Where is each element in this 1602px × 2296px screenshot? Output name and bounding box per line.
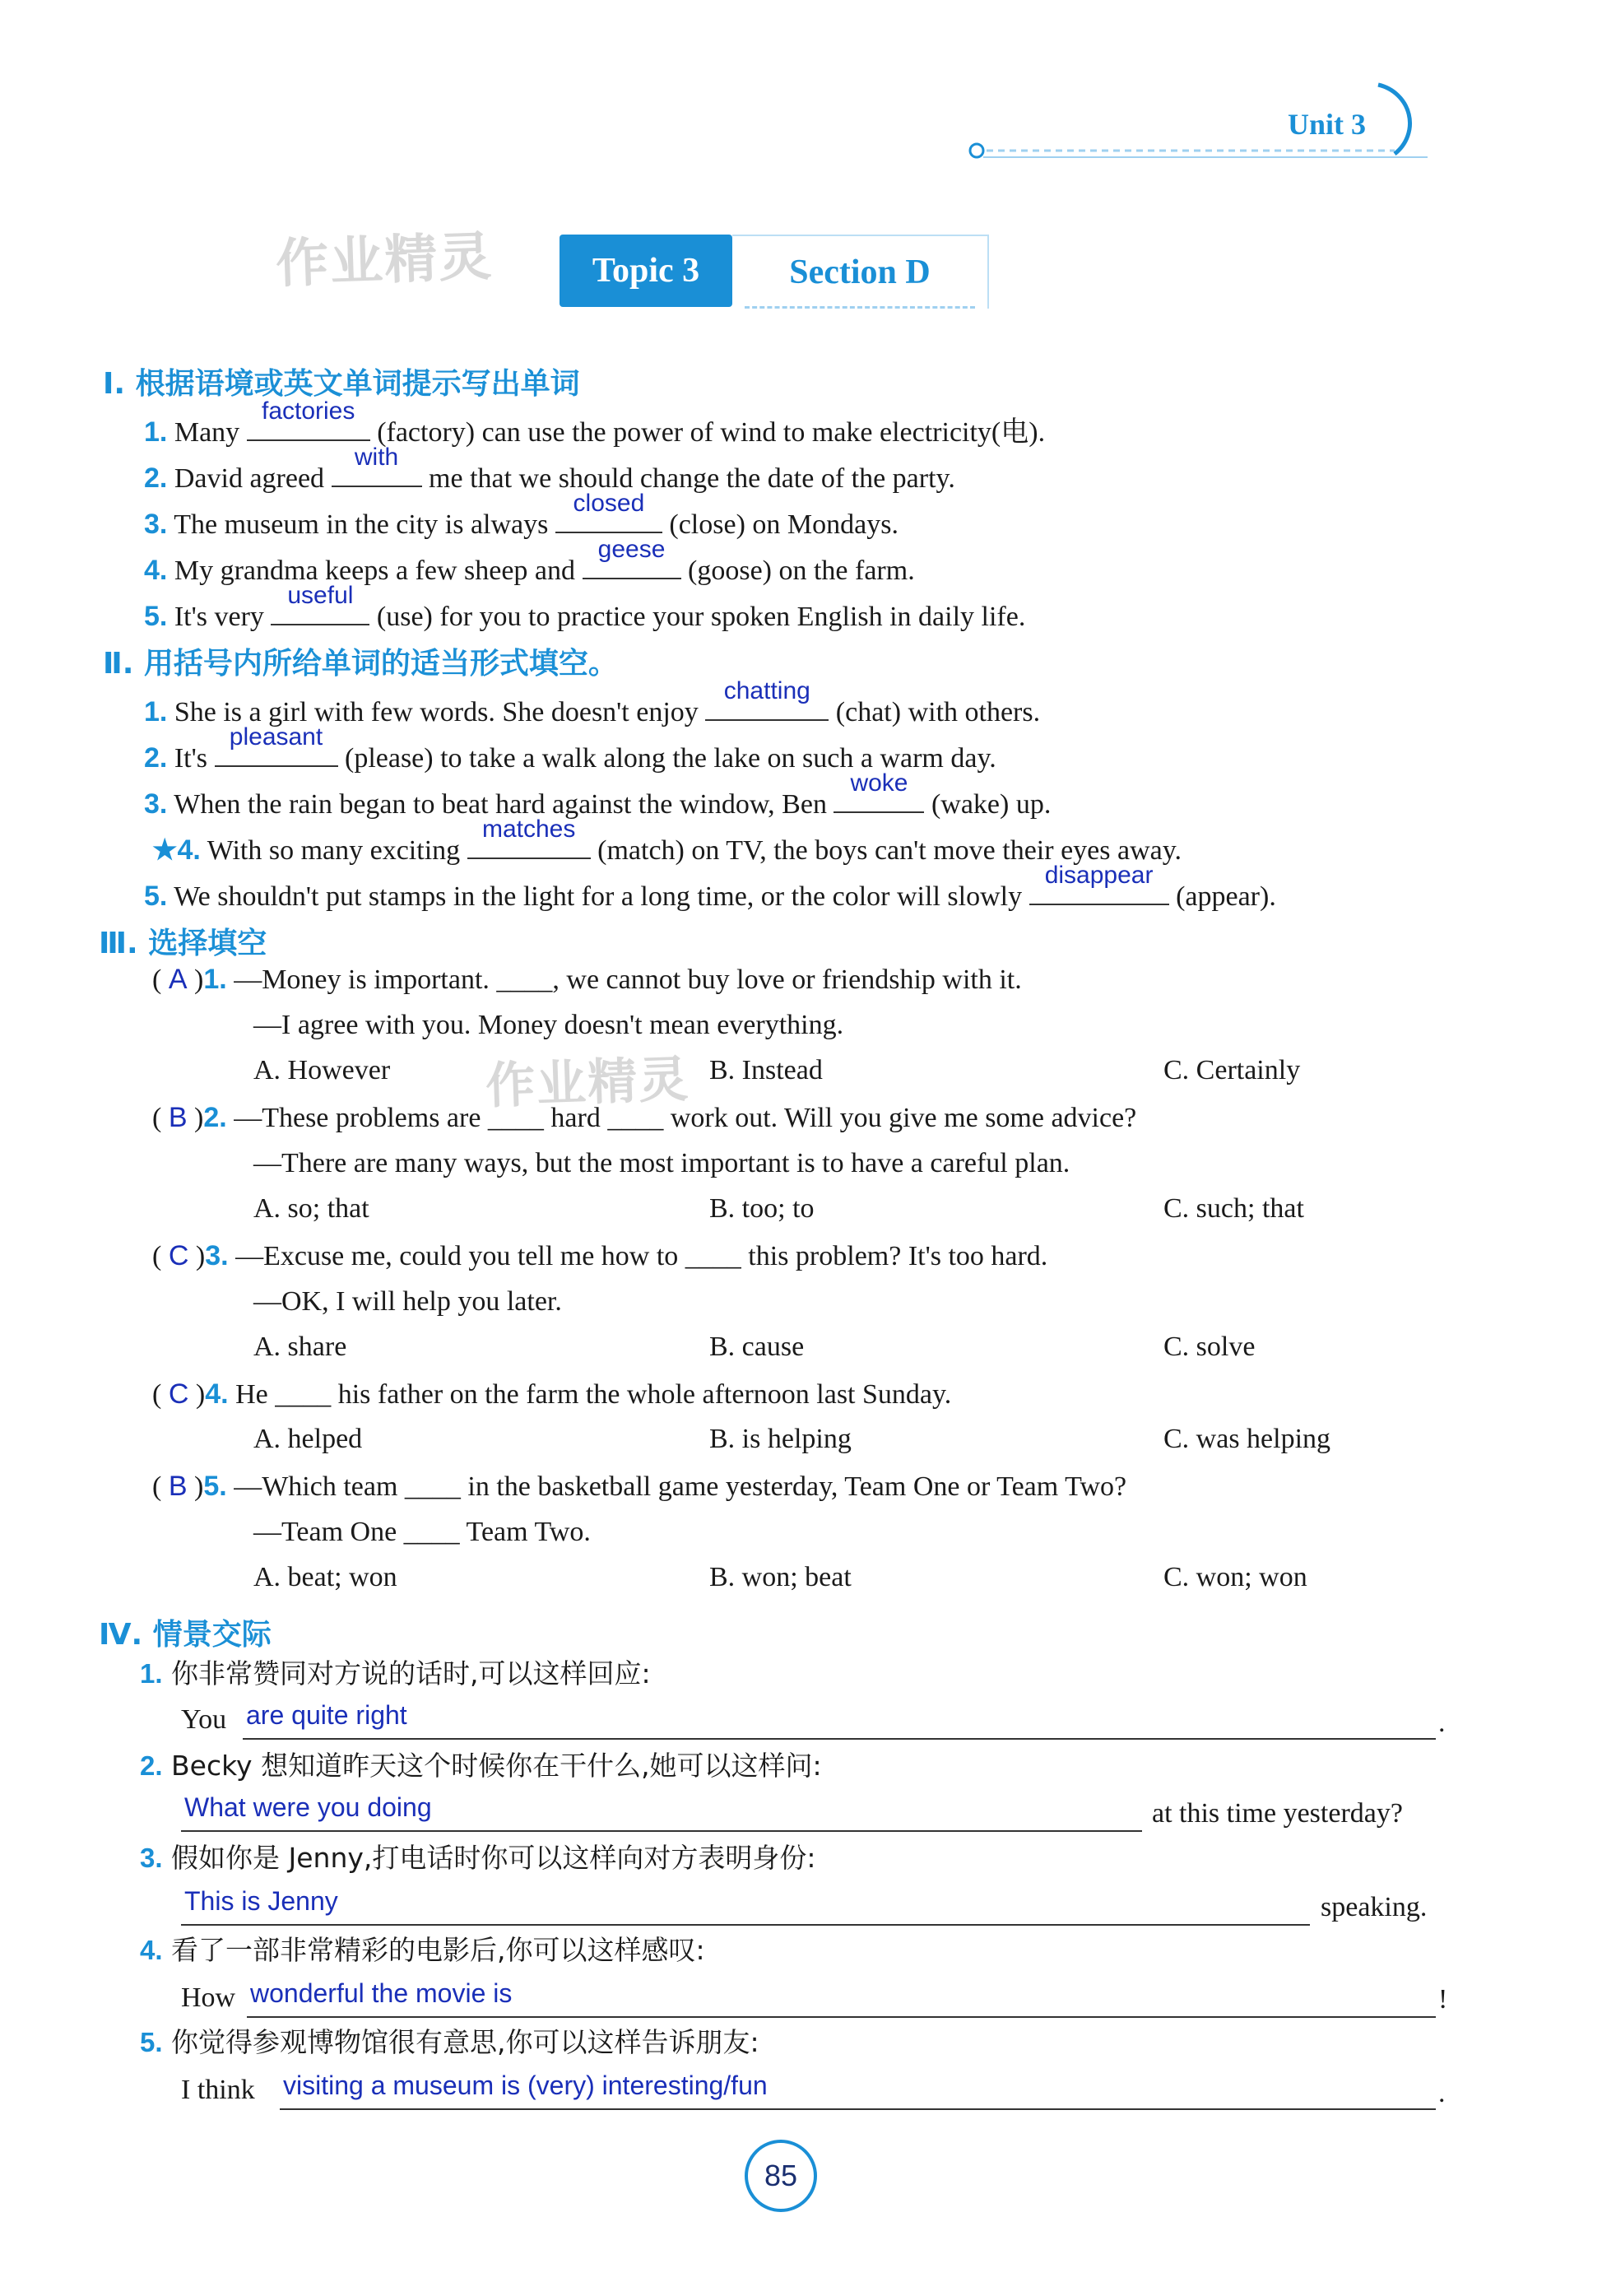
option-a[interactable]: A. helped [253, 1424, 363, 1454]
option-a[interactable]: A. However [253, 1055, 391, 1085]
dialogue-tail-1: . [1438, 1708, 1446, 1738]
prompt-text: 假如你是 Jenny,打电话时你可以这样向对方表明身份: [171, 1842, 816, 1874]
item-number: 5. [203, 1471, 227, 1502]
option-c[interactable]: C. was helping [1163, 1424, 1331, 1454]
prompt-text: Becky 想知道昨天这个时候你在干什么,她可以这样问: [171, 1750, 822, 1782]
mc-question-2: ( B )2. —These problems are ____ hard ____ work out. Will you give me some advice? [152, 1102, 1137, 1133]
item-text-before: She is a girl with few words. She doesn't enjoy [174, 697, 699, 727]
option-b[interactable]: B. cause [709, 1332, 805, 1362]
option-c[interactable]: C. won; won [1163, 1562, 1307, 1592]
item-number: 3. [205, 1240, 229, 1271]
dialogue-lead-4: How [181, 1982, 236, 2013]
item-text-after: (please) to take a walk along the lake on such a warm day. [345, 743, 996, 774]
answer-text: chatting [723, 677, 810, 704]
item-text-after: (chat) with others. [835, 697, 1041, 727]
item-text-before: With so many exciting [207, 835, 461, 866]
item-number: 1. [203, 964, 227, 995]
mc-answer[interactable]: C [168, 1378, 189, 1410]
option-a[interactable]: A. so; that [253, 1193, 369, 1224]
question-line-1: He ____ his father on the farm the whole afternoon last Sunday. [235, 1379, 952, 1410]
dialogue-prompt-5 [140, 2026, 759, 2059]
item-number: 2. [203, 1102, 227, 1133]
mc-answer[interactable]: B [168, 1102, 188, 1133]
item-number: 4. [144, 555, 168, 586]
item-text-after: (goose) on the farm. [688, 555, 915, 586]
item-number: 5. [140, 2027, 163, 2057]
part2-item-4 [152, 816, 1182, 867]
mc-answer[interactable]: C [168, 1240, 189, 1271]
prompt-text: 看了一部非常精彩的电影后,你可以这样感叹: [171, 1934, 705, 1966]
answer-text: wonderful the movie is [250, 1978, 513, 2008]
mc-question-1-reply: —I agree with you. Money doesn't mean everything. [253, 1010, 844, 1040]
option-a[interactable]: A. share [253, 1332, 347, 1362]
part1-heading: Ⅰ. 根据语境或英文单词提示写出单词 [103, 367, 580, 401]
item-text-before: David agreed [174, 463, 325, 494]
answer-text: with [354, 444, 399, 471]
prompt-text: 你非常赞同对方说的话时,可以这样回应: [171, 1657, 651, 1689]
page-number: 85 [745, 2140, 817, 2212]
answer-line-3[interactable] [181, 1886, 1310, 1926]
answer-blank[interactable] [247, 397, 370, 441]
answer-text: woke [850, 769, 908, 797]
item-number: 2. [140, 1750, 163, 1781]
part2-heading: Ⅱ. 用括号内所给单词的适当形式填空。 [103, 647, 618, 681]
option-b[interactable]: B. won; beat [709, 1562, 852, 1592]
part2-item-5 [144, 862, 1276, 913]
answer-blank[interactable] [834, 769, 924, 813]
mc-question-2-reply: —There are many ways, but the most important is to have a careful plan. [253, 1148, 1070, 1178]
answer-blank[interactable] [271, 582, 369, 625]
mc-question-4: ( C )4. He ____ his father on the farm the whole afternoon last Sunday. [152, 1378, 952, 1410]
item-text-before: It's very [174, 602, 264, 632]
dialogue-prompt-3 [140, 1842, 816, 1875]
answer-blank[interactable] [215, 723, 338, 767]
watermark-top: 作业精灵 [274, 226, 495, 295]
mc-question-5-reply: —Team One ____ Team Two. [253, 1517, 591, 1547]
item-number: 2. [144, 462, 168, 494]
dialogue-prompt-4 [140, 1934, 705, 1967]
answer-blank[interactable] [332, 444, 422, 487]
item-number: 1. [144, 696, 168, 727]
dialogue-prompt-1 [140, 1657, 651, 1690]
item-number: 5. [144, 601, 168, 632]
answer-text: pleasant [229, 723, 323, 751]
item-text-after: (factory) can use the power of wind to make electricity(电). [377, 417, 1046, 448]
option-b[interactable]: B. Instead [709, 1055, 823, 1085]
answer-blank[interactable] [705, 677, 829, 721]
dialogue-lead-5: I think [181, 2075, 255, 2105]
dialogue-tail-2: at this time yesterday? [1152, 1798, 1403, 1829]
item-text-after: me that we should change the date of the party. [429, 463, 955, 494]
prompt-text: 你觉得参观博物馆很有意思,你可以这样告诉朋友: [171, 2026, 759, 2058]
section-title: Section D [732, 235, 989, 309]
answer-line-2[interactable] [181, 1792, 1142, 1832]
part1-item-4 [144, 536, 915, 588]
mc-question-5: ( B )5. —Which team ____ in the basketball game yesterday, Team One or Team Two? [152, 1471, 1127, 1502]
watermark-middle: 作业精灵 [485, 1050, 691, 1116]
answer-line-4[interactable] [247, 1978, 1436, 2018]
item-text-before: When the rain began to beat hard against the window, Ben [174, 789, 827, 820]
mc-answer[interactable]: A [168, 964, 188, 995]
answer-blank[interactable] [467, 816, 591, 859]
option-b[interactable]: B. is helping [709, 1424, 852, 1454]
answer-text: This is Jenny [184, 1886, 338, 1916]
item-text-before: We shouldn't put stamps in the light for a long time, or the color will slowly [174, 881, 1023, 912]
option-b[interactable]: B. too; to [709, 1193, 815, 1224]
section-divider [745, 306, 975, 309]
item-text-before: The museum in the city is always [174, 509, 549, 540]
dialogue-tail-4: ! [1438, 1984, 1448, 2015]
topic-badge: Topic 3 [560, 235, 732, 307]
item-text-after: (use) for you to practice your spoken English in daily life. [376, 602, 1026, 632]
answer-blank[interactable] [555, 490, 662, 533]
item-text-before: It's [174, 743, 207, 774]
unit-label: Unit 3 [1288, 108, 1367, 141]
dialogue-tail-3: speaking. [1321, 1892, 1428, 1922]
item-number: 3. [144, 509, 168, 540]
item-number: 5. [144, 881, 168, 912]
part3-heading: Ⅲ. 选择填空 [99, 927, 267, 960]
item-text-after: (wake) up. [931, 789, 1052, 820]
answer-text: What were you doing [184, 1792, 432, 1822]
mc-answer[interactable]: B [168, 1471, 188, 1502]
answer-text: closed [573, 490, 645, 517]
item-number: 2. [144, 742, 168, 774]
answer-text: matches [481, 816, 576, 843]
answer-text: geese [597, 536, 666, 563]
item-text-after: (match) on TV, the boys can't move their eyes away. [597, 835, 1182, 866]
answer-line-1[interactable] [243, 1700, 1436, 1740]
question-line-1: —Money is important. ____, we cannot buy love or friendship with it. [234, 964, 1022, 995]
mc-question-3: ( C )3. —Excuse me, could you tell me how to ____ this problem? It's too hard. [152, 1240, 1048, 1271]
option-c[interactable]: C. such; that [1163, 1193, 1304, 1224]
question-line-1: —These problems are ____ hard ____ work out. Will you give me some advice? [234, 1103, 1137, 1133]
item-number: 1. [144, 416, 168, 448]
item-text-after: (close) on Mondays. [669, 509, 899, 540]
item-text-before: My grandma keeps a few sheep and [174, 555, 576, 586]
answer-text: disappear [1044, 862, 1154, 889]
answer-line-5[interactable] [280, 2071, 1436, 2110]
part1-item-2 [144, 444, 955, 495]
item-number: 4. [140, 1935, 163, 1965]
answer-text: factories [261, 397, 355, 425]
part1-item-3 [144, 490, 899, 541]
option-c[interactable]: C. Certainly [1163, 1055, 1301, 1085]
item-text-after: (appear). [1176, 881, 1276, 912]
item-number: 3. [144, 788, 168, 820]
part2-item-3 [144, 769, 1052, 821]
item-number: 3. [140, 1843, 163, 1873]
item-text-before: Many [174, 417, 240, 448]
item-number: 4. [205, 1378, 229, 1410]
item-number: ★4. [152, 834, 201, 866]
question-line-1: —Excuse me, could you tell me how to ____ this problem? It's too hard. [235, 1241, 1048, 1271]
unit-header-decoration [967, 78, 1460, 169]
answer-text: visiting a museum is (very) interesting/fun [283, 2071, 768, 2100]
option-c[interactable]: C. solve [1163, 1332, 1256, 1362]
question-line-1: —Which team ____ in the basketball game yesterday, Team One or Team Two? [234, 1471, 1127, 1502]
answer-blank[interactable] [583, 536, 681, 579]
option-a[interactable]: A. beat; won [253, 1562, 397, 1592]
part1-item-5 [144, 582, 1026, 634]
item-number: 1. [140, 1658, 163, 1689]
part1-item-1 [144, 397, 1046, 449]
part4-heading: Ⅳ. 情景交际 [99, 1618, 272, 1652]
dialogue-lead-1: You [181, 1704, 227, 1735]
answer-text: are quite right [246, 1700, 407, 1730]
dialogue-prompt-2 [140, 1750, 822, 1782]
mc-question-3-reply: —OK, I will help you later. [253, 1286, 562, 1317]
answer-text: useful [287, 582, 354, 609]
dialogue-tail-5: . [1438, 2078, 1446, 2108]
answer-blank[interactable] [1029, 862, 1169, 905]
mc-question-1: ( A )1. —Money is important. ____, we cannot buy love or friendship with it. [152, 964, 1022, 995]
